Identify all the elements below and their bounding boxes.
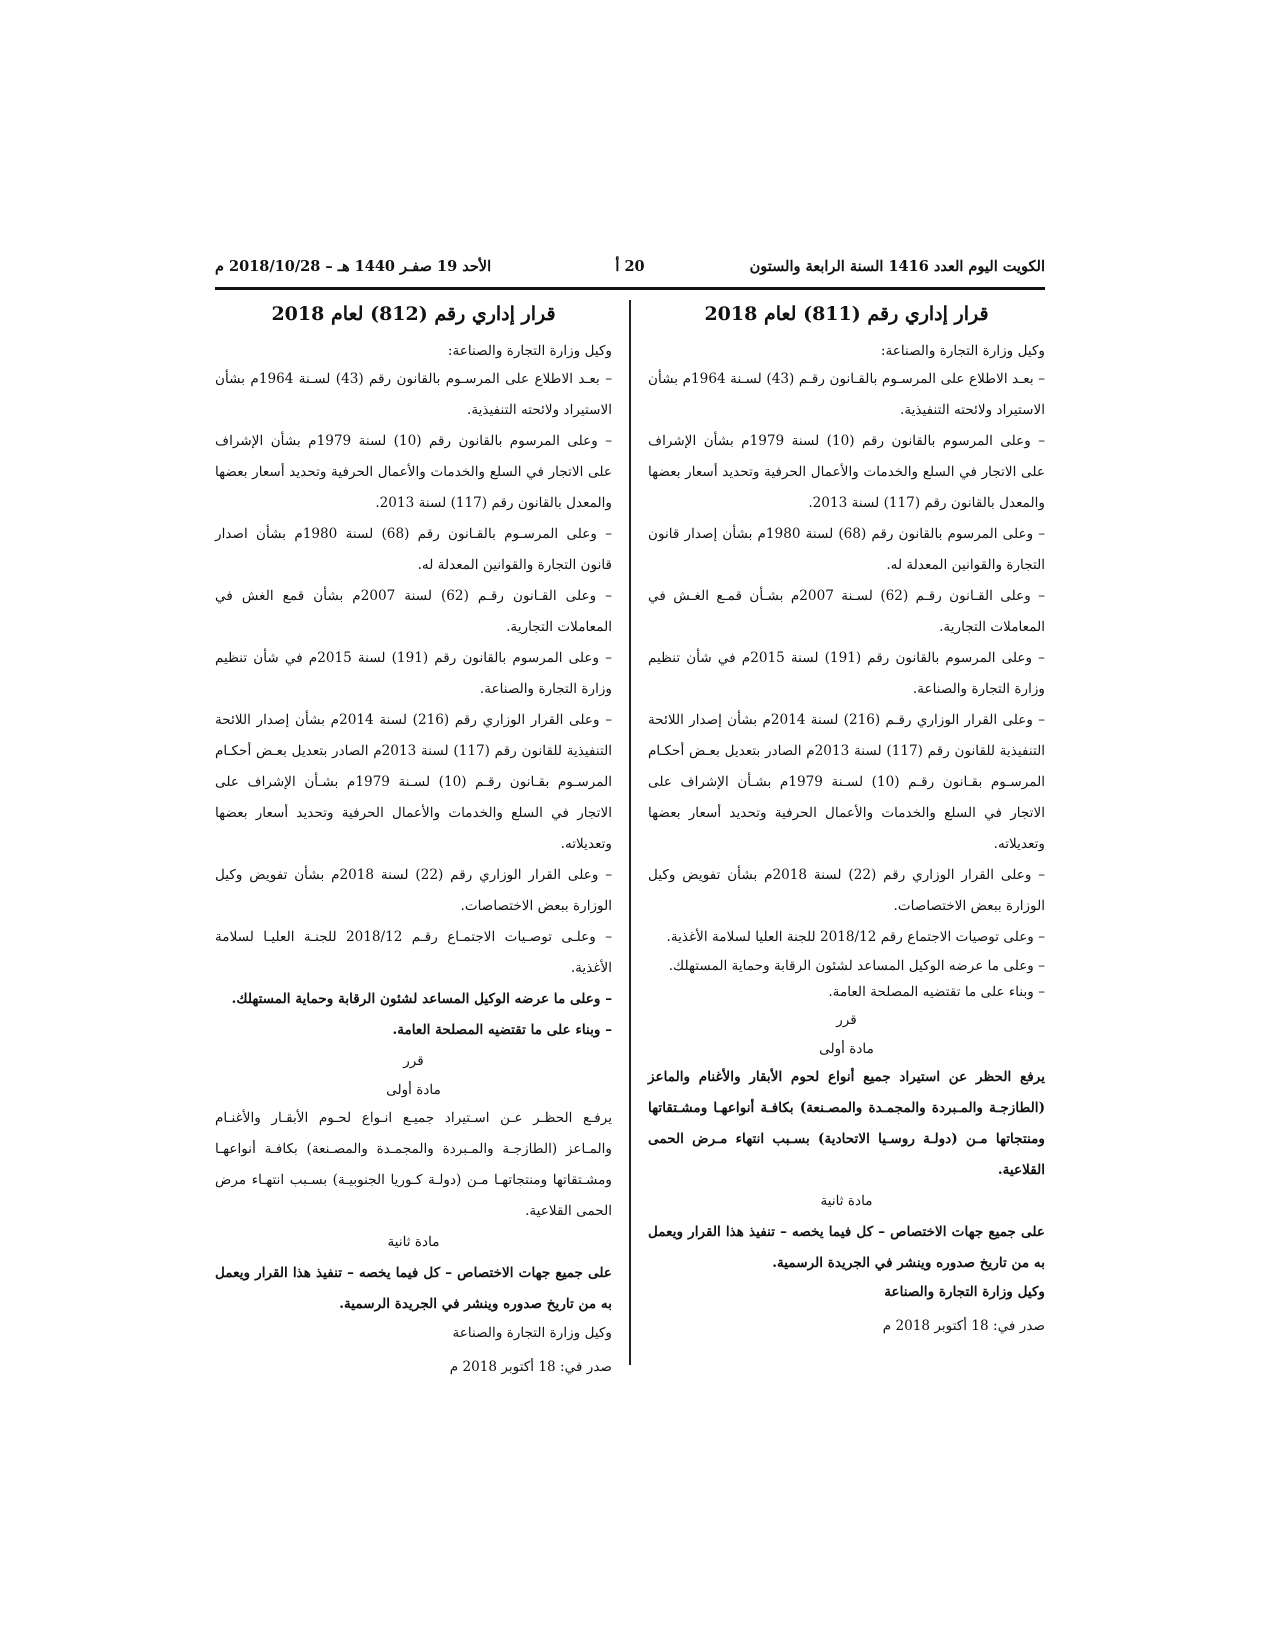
- preamble-item: – وبناء على ما تقتضيه المصلحة العامة.: [828, 984, 1045, 1000]
- preamble-item: – وعلى القرار الوزاري رقم (22) لسنة 2018م بشأن تفويض وكيل الوزارة ببعض الاختصاصات.: [215, 867, 613, 914]
- issuer-line: وكيل وزارة التجارة والصناعة:: [880, 343, 1045, 359]
- preamble-item: – وعلى القـانون رقـم (62) لسـنة 2007م بشـأن قمـع الغـش في المعاملات التجارية.: [648, 588, 1045, 635]
- preamble-item: – وعلى القـانون رقـم (62) لسنة 2007م بشأن قمع الغش في المعاملات التجارية.: [215, 588, 612, 635]
- decision-title: قرار إداري رقم (812) لعام 2018: [271, 303, 556, 325]
- preamble-item: – وعلى المرسوم بالقانون رقم (191) لسنة 2015م في شأن تنظيم وزارة التجارة والصناعة.: [648, 650, 1045, 697]
- signature: وكيل وزارة التجارة والصناعة: [884, 1284, 1045, 1300]
- article-2-title: مادة ثانية: [387, 1234, 440, 1250]
- preamble-item: – وعلى القرار الوزاري رقم (216) لسنة 2014م بشأن إصدار اللائحة التنفيذية للقانون رقم (117) لسنة 2013م الصادر بتعديل بعـض أحكـام المرسـوم بقـانون رقـم (10) لسـنة 1979م بشـأن الإشراف على الاتجار في السلع والخدمات والأعمال الحرفية وتحديد أسعار بعضها وتعديلاته.: [215, 712, 612, 852]
- article-1-title: مادة أولى: [386, 1082, 441, 1098]
- preamble-item: – وعلى ما عرضه الوكيل المساعد لشئون الرقابة وحماية المستهلك.: [668, 958, 1045, 974]
- article-1-text: يرفـع الحظـر عـن اسـتيراد جميـع انـواع لحـوم الأبقـار والأغنـام والمـاعز (الطازجـة والمـبردة والمجمـدة والمصـنعة) بكافـة أنواعهـا ومشـتقاتها ومنتجاتهـا مـن (دولـة كـوريا الجنوبيـة) بسـبب انتهـاء مرض الحمى القلاعية.: [215, 1110, 612, 1219]
- signature: وكيل وزارة التجارة والصناعة: [452, 1325, 612, 1341]
- gazette-issue-info: الكويت اليوم العدد 1416 السنة الرابعة والستون: [749, 258, 1045, 275]
- decision-811: [648, 300, 1045, 1341]
- header-divider: [215, 287, 1045, 290]
- preamble-item: – وعلى القرار الوزاري رقـم (216) لسنة 2014م بشأن إصدار اللائحة التنفيذية للقانون رقم (117) لسنة 2013م الصادر بتعديل بعـض أحكـام المرسـوم بقـانون رقـم (10) لسـنة 1979م بشـأن الإشراف على الاتجار في السلع والخدمات والأعمال الحرفية وتحديد أسعار بعضها وتعديلاته.: [648, 712, 1045, 852]
- issue-date-line: صدر في: 18 أكتوبر 2018 م: [449, 1359, 612, 1375]
- page-number: 20 أ: [615, 258, 645, 275]
- preamble-item: – وعلى المرسوم بالقانون رقم (10) لسنة 1979م بشأن الإشراف على الاتجار في السلع والخدمات والأعمال الحرفية وتحديد أسعار بعضها والمعدل بالقانون رقم (117) لسنة 2013.: [648, 433, 1045, 511]
- decision-812: [215, 300, 612, 1382]
- issue-date: الأحد 19 صفـر 1440 هـ – 2018/10/28 م: [215, 258, 492, 275]
- article-1-title: مادة أولى: [819, 1041, 874, 1057]
- article-2-text: على جميع جهات الاختصاص – كل فيما يخصه – تنفيذ هذا القرار ويعمل به من تاريخ صدوره وينشر في الجريدة الرسمية.: [215, 1265, 612, 1312]
- preamble-item: – وعلى المرسوم بالقانون رقم (68) لسنة 1980م بشأن إصدار قانون التجارة والقوانين المعدلة له.: [648, 526, 1045, 573]
- preamble-item: – وعلى المرسوم بالقانون رقم (191) لسنة 2015م في شأن تنظيم وزارة التجارة والصناعة.: [215, 650, 612, 697]
- article-2-title: مادة ثانية: [820, 1193, 873, 1209]
- preamble-item: – وعلى المرسوم بالقانون رقم (10) لسنة 1979م بشأن الإشراف على الاتجار في السلع والخدمات والأعمال الحرفية وتحديد أسعار بعضها والمعدل بالقانون رقم (117) لسنة 2013.: [215, 433, 612, 511]
- decision-keyword: قرر: [836, 1012, 857, 1028]
- preamble-item: – وعلى القرار الوزاري رقم (22) لسنة 2018م بشأن تفويض وكيل الوزارة ببعض الاختصاصات.: [648, 867, 1046, 914]
- preamble-item: – بعـد الاطلاع على المرسـوم بالقـانون رقـم (43) لسـنة 1964م بشأن الاستيراد ولائحته التنفيذية.: [648, 371, 1045, 418]
- decision-title: قرار إداري رقم (811) لعام 2018: [704, 303, 989, 325]
- decision-keyword: قرر: [403, 1053, 424, 1069]
- preamble-item: – وبناء على ما تقتضيه المصلحة العامة.: [392, 1022, 612, 1038]
- preamble-item: – وعلـى توصـيات الاجتمـاع رقـم 2018/12 للجنـة العليـا لسلامة الأغذية.: [215, 929, 612, 976]
- preamble-item: – بعـد الاطلاع على المرسـوم بالقانون رقم (43) لسـنة 1964م بشأن الاستيراد ولائحته التنفيذية.: [215, 371, 612, 418]
- column-divider: [629, 300, 631, 1365]
- preamble-item: – وعلى المرسـوم بالقـانون رقم (68) لسنة 1980م بشأن اصدار قانون التجارة والقوانين المعدلة له.: [215, 526, 612, 573]
- article-2-text: على جميع جهات الاختصاص – كل فيما يخصه – تنفيذ هذا القرار ويعمل به من تاريخ صدوره وينشر في الجريدة الرسمية.: [648, 1224, 1045, 1271]
- gazette-header: [215, 258, 1045, 284]
- issuer-line: وكيل وزارة التجارة والصناعة:: [447, 343, 612, 359]
- article-1-text: يرفع الحظر عن استيراد جميع أنواع لحوم الأبقار والأغنام والماعز (الطازجـة والمـبردة والمجمـدة والمصـنعة) بكافـة أنواعهـا ومشـتقاتها ومنتجاتها مـن (دولـة روسـيا الاتحادية) بسـبب انتهاء مـرض الحمى القلاعية.: [648, 1069, 1045, 1178]
- preamble-item: – وعلى ما عرضه الوكيل المساعد لشئون الرقابة وحماية المستهلك.: [231, 991, 612, 1007]
- preamble-item: – وعلى توصيات الاجتماع رقم 2018/12 للجنة العليا لسلامة الأغذية.: [666, 929, 1045, 945]
- issue-date-line: صدر في: 18 أكتوبر 2018 م: [882, 1318, 1045, 1334]
